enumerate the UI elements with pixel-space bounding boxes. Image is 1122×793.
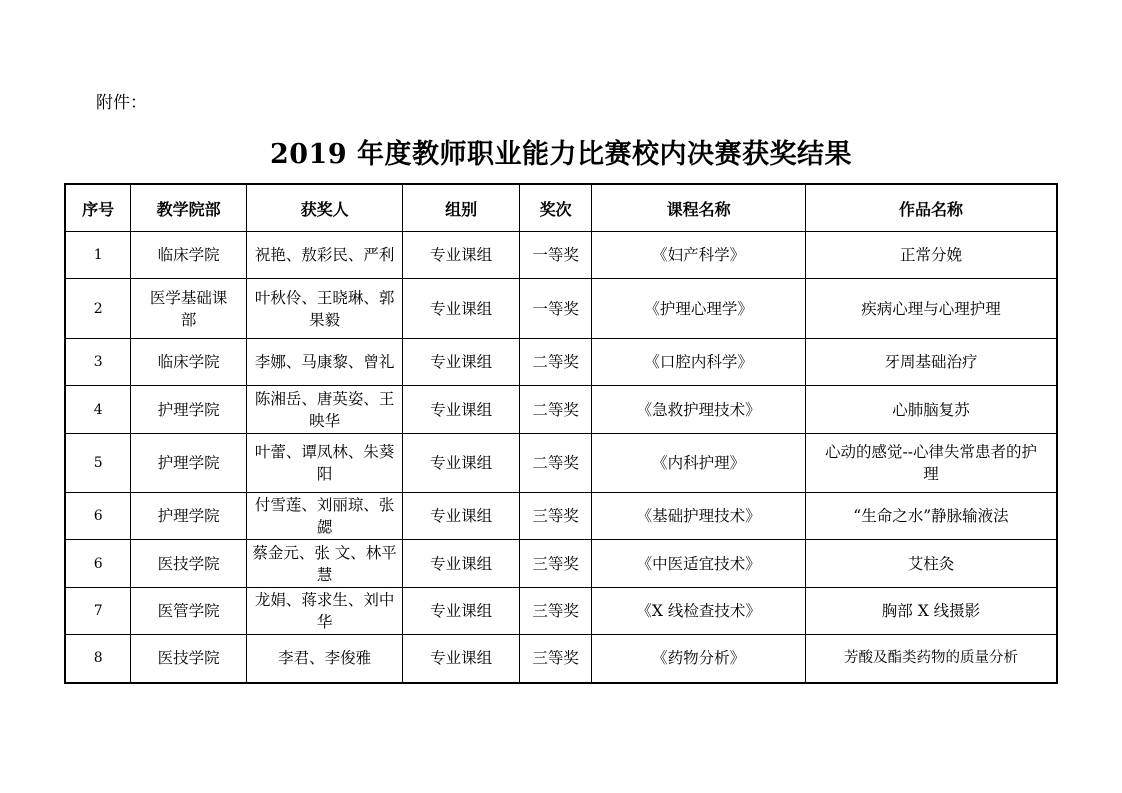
cell-dept: 护理学院 bbox=[131, 386, 246, 434]
cell-group: 专业课组 bbox=[403, 540, 520, 588]
table-row bbox=[65, 434, 1057, 493]
cell-prize: 三等奖 bbox=[519, 635, 591, 683]
cell-dept: 护理学院 bbox=[131, 493, 246, 540]
cell-winners: 叶秋伶、王晓琳、郭果毅 bbox=[246, 279, 403, 339]
cell-dept: 医管学院 bbox=[131, 588, 246, 635]
cell-work: 芳酸及酯类药物的质量分析 bbox=[805, 635, 1057, 683]
cell-group: 专业课组 bbox=[403, 434, 520, 493]
cell-winners: 付雪莲、刘丽琼、张勰 bbox=[246, 493, 403, 540]
cell-course: 《X 线检查技术》 bbox=[592, 588, 806, 635]
header-group: 组别 bbox=[403, 184, 520, 232]
header-course: 课程名称 bbox=[592, 184, 806, 232]
cell-group: 专业课组 bbox=[403, 339, 520, 386]
cell-no: 8 bbox=[65, 635, 131, 683]
cell-no: 1 bbox=[65, 232, 131, 279]
cell-group: 专业课组 bbox=[403, 588, 520, 635]
cell-work: 疾病心理与心理护理 bbox=[805, 279, 1057, 339]
awards-table bbox=[64, 183, 1058, 684]
cell-prize: 二等奖 bbox=[519, 434, 591, 493]
cell-prize: 二等奖 bbox=[519, 386, 591, 434]
cell-no: 2 bbox=[65, 279, 131, 339]
cell-course: 《药物分析》 bbox=[592, 635, 806, 683]
cell-work: 正常分娩 bbox=[805, 232, 1057, 279]
cell-work: “生命之水”静脉输液法 bbox=[805, 493, 1057, 540]
cell-group: 专业课组 bbox=[403, 635, 520, 683]
cell-no: 3 bbox=[65, 339, 131, 386]
cell-work: 牙周基础治疗 bbox=[805, 339, 1057, 386]
cell-no: 6 bbox=[65, 493, 131, 540]
table-row bbox=[65, 635, 1057, 683]
cell-winners: 李君、李俊雅 bbox=[246, 635, 403, 683]
cell-course: 《护理心理学》 bbox=[592, 279, 806, 339]
page-title: 2019 年度教师职业能力比赛校内决赛获奖结果 bbox=[269, 139, 853, 170]
cell-winners: 龙娟、蒋求生、刘中华 bbox=[246, 588, 403, 635]
header-dept: 教学院部 bbox=[131, 184, 246, 232]
header-no: 序号 bbox=[65, 184, 131, 232]
cell-winners: 叶蕾、谭凤林、朱葵阳 bbox=[246, 434, 403, 493]
cell-work: 艾柱灸 bbox=[805, 540, 1057, 588]
cell-dept: 临床学院 bbox=[131, 232, 246, 279]
cell-course: 《急救护理技术》 bbox=[592, 386, 806, 434]
cell-group: 专业课组 bbox=[403, 279, 520, 339]
header-winners: 获奖人 bbox=[246, 184, 403, 232]
cell-dept: 护理学院 bbox=[131, 434, 246, 493]
cell-course: 《内科护理》 bbox=[592, 434, 806, 493]
cell-no: 5 bbox=[65, 434, 131, 493]
cell-prize: 一等奖 bbox=[519, 279, 591, 339]
table-row bbox=[65, 588, 1057, 635]
cell-course: 《妇产科学》 bbox=[592, 232, 806, 279]
cell-dept: 医学基础课部 bbox=[131, 279, 246, 339]
cell-course: 《口腔内科学》 bbox=[592, 339, 806, 386]
cell-no: 7 bbox=[65, 588, 131, 635]
table-row bbox=[65, 279, 1057, 339]
cell-no: 6 bbox=[65, 540, 131, 588]
table-header-row bbox=[65, 184, 1057, 232]
cell-group: 专业课组 bbox=[403, 386, 520, 434]
cell-prize: 二等奖 bbox=[519, 339, 591, 386]
cell-prize: 一等奖 bbox=[519, 232, 591, 279]
cell-group: 专业课组 bbox=[403, 232, 520, 279]
cell-dept: 医技学院 bbox=[131, 540, 246, 588]
cell-prize: 三等奖 bbox=[519, 588, 591, 635]
cell-work: 心动的感觉--心律失常患者的护理 bbox=[805, 434, 1057, 493]
cell-winners: 祝艳、敖彩民、严利 bbox=[246, 232, 403, 279]
cell-group: 专业课组 bbox=[403, 493, 520, 540]
cell-dept: 临床学院 bbox=[131, 339, 246, 386]
attachment-label: 附件： bbox=[96, 93, 147, 113]
cell-winners: 蔡金元、张 文、林平慧 bbox=[246, 540, 403, 588]
table-row bbox=[65, 493, 1057, 540]
cell-dept: 医技学院 bbox=[131, 635, 246, 683]
table-row bbox=[65, 232, 1057, 279]
table-row bbox=[65, 339, 1057, 386]
cell-winners: 李娜、马康黎、曾礼 bbox=[246, 339, 403, 386]
header-prize: 奖次 bbox=[519, 184, 591, 232]
header-work: 作品名称 bbox=[805, 184, 1057, 232]
cell-prize: 三等奖 bbox=[519, 493, 591, 540]
cell-prize: 三等奖 bbox=[519, 540, 591, 588]
cell-course: 《中医适宜技术》 bbox=[592, 540, 806, 588]
table-row bbox=[65, 386, 1057, 434]
cell-no: 4 bbox=[65, 386, 131, 434]
cell-work: 心肺脑复苏 bbox=[805, 386, 1057, 434]
cell-course: 《基础护理技术》 bbox=[592, 493, 806, 540]
table-row bbox=[65, 540, 1057, 588]
cell-winners: 陈湘岳、唐英姿、王映华 bbox=[246, 386, 403, 434]
cell-work: 胸部 X 线摄影 bbox=[805, 588, 1057, 635]
